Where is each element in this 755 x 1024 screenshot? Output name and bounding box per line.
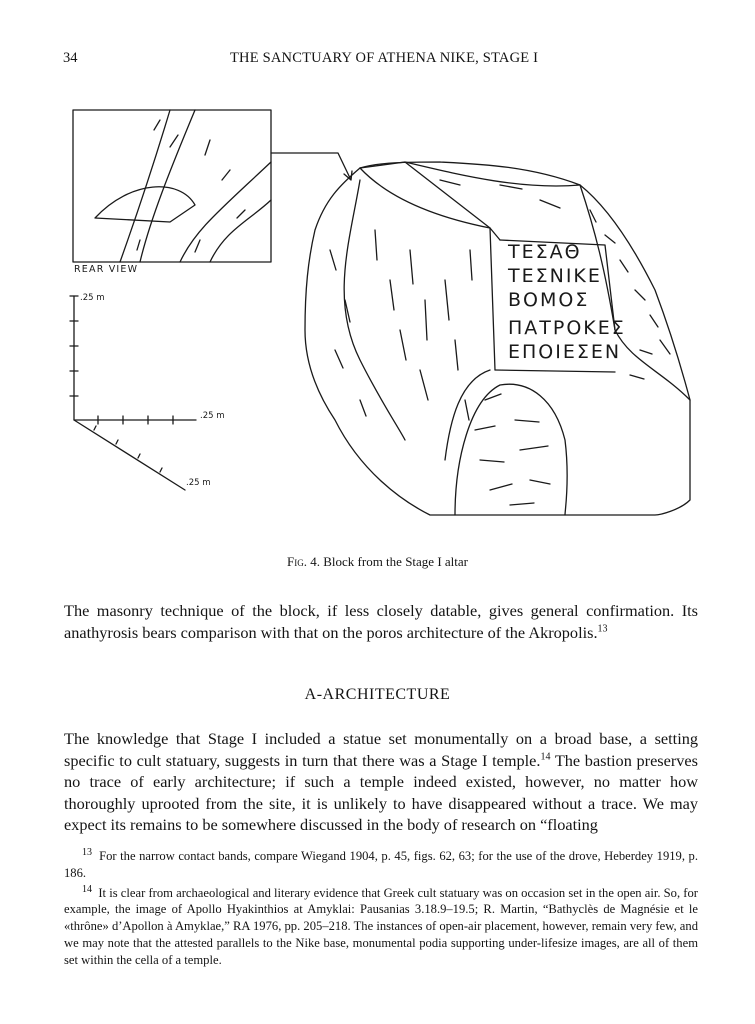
scale-axes [74,296,196,420]
scale-label-depth: .25 m [186,478,211,488]
inset-label: REAR VIEW [74,264,139,275]
figure-caption [0,554,755,570]
paragraph-text: The bastion preserves no trace of early architecture; if such a temple indeed existed, however, no matter how thoroughly uprooted from the site, it is unlikely to have disappeared without a trace. We may expect its remains to be somewhere discussed in the body of research on “floating [64,750,698,834]
footnote-ref-13[interactable]: 13 [597,623,608,635]
inscription [507,241,626,363]
inscription-line: ΠΑΤΡΟΚΕΣ [508,317,626,339]
inscription-line: ΕΠΟΙΕΣΕΝ [508,341,622,363]
page-number: 34 [63,50,78,66]
scale-label-vertical: .25 m [80,293,105,303]
running-header [0,48,755,70]
caption-text: Block from the Stage I altar [319,554,468,569]
paragraph-architecture [64,728,698,836]
scale-label-horizontal: .25 m [200,411,225,421]
inset-stone-edge [120,110,195,262]
paragraph-text: The masonry technique of the block, if less closely datable, gives general confirmation. Its anathyrosis bears comparison with that on the poros architecture of the Akropolis. [64,601,698,642]
footnotes [64,848,698,972]
footnote-number: 14 [82,883,92,895]
inscription-line: ΒΟΜΟΣ [508,289,590,311]
footnote-13 [64,848,698,882]
paragraph-text: The knowledge that Stage I included a statue set monumentally on a broad base, a setting specific to cult statuary, suggests in turn that there was a Stage I temple. [64,729,698,770]
footnote-ref-14[interactable]: 14 [540,751,551,763]
figure-4 [60,100,700,540]
running-head: THE SANCTUARY OF ATHENA NIKE, STAGE I [230,50,539,66]
rear-view-inset-frame [73,110,271,262]
paragraph-masonry [64,600,698,643]
inscription-line: ΤΕΣΝΙΚΕ [508,265,602,287]
footnote-text: For the narrow contact bands, compare Wiegand 1904, p. 45, figs. 62, 63; for the use of the drove, Heberdey 1919, p. 186. [64,849,698,880]
altar-block-drawing [60,100,700,540]
figure-label: Fig. 4. [287,554,320,569]
footnote-14 [64,885,698,969]
footnote-text: It is clear from archaeological and literary evidence that Greek cult statuary was on occasion set in the open air. So, for example, the image of Apollo Hyakinthios at Amyklai: Pausanias 3.18.9–19.5; R. Martin, “Bathyclès de Magnésie et le «thrône» d’Apollon à Amyklae,” RA 1976, pp. 205–218. The instances of open-air placement, however, remain very few, and we may note that the attested parallels to the Nike base, monumental podia supporting under-lifesize images, are all of them set within the cella of a temple. [64,885,698,967]
footnote-number: 13 [82,846,92,858]
inscription-line: ΤΕΣΑΘ [508,241,582,263]
section-heading: A-ARCHITECTURE [304,686,451,703]
